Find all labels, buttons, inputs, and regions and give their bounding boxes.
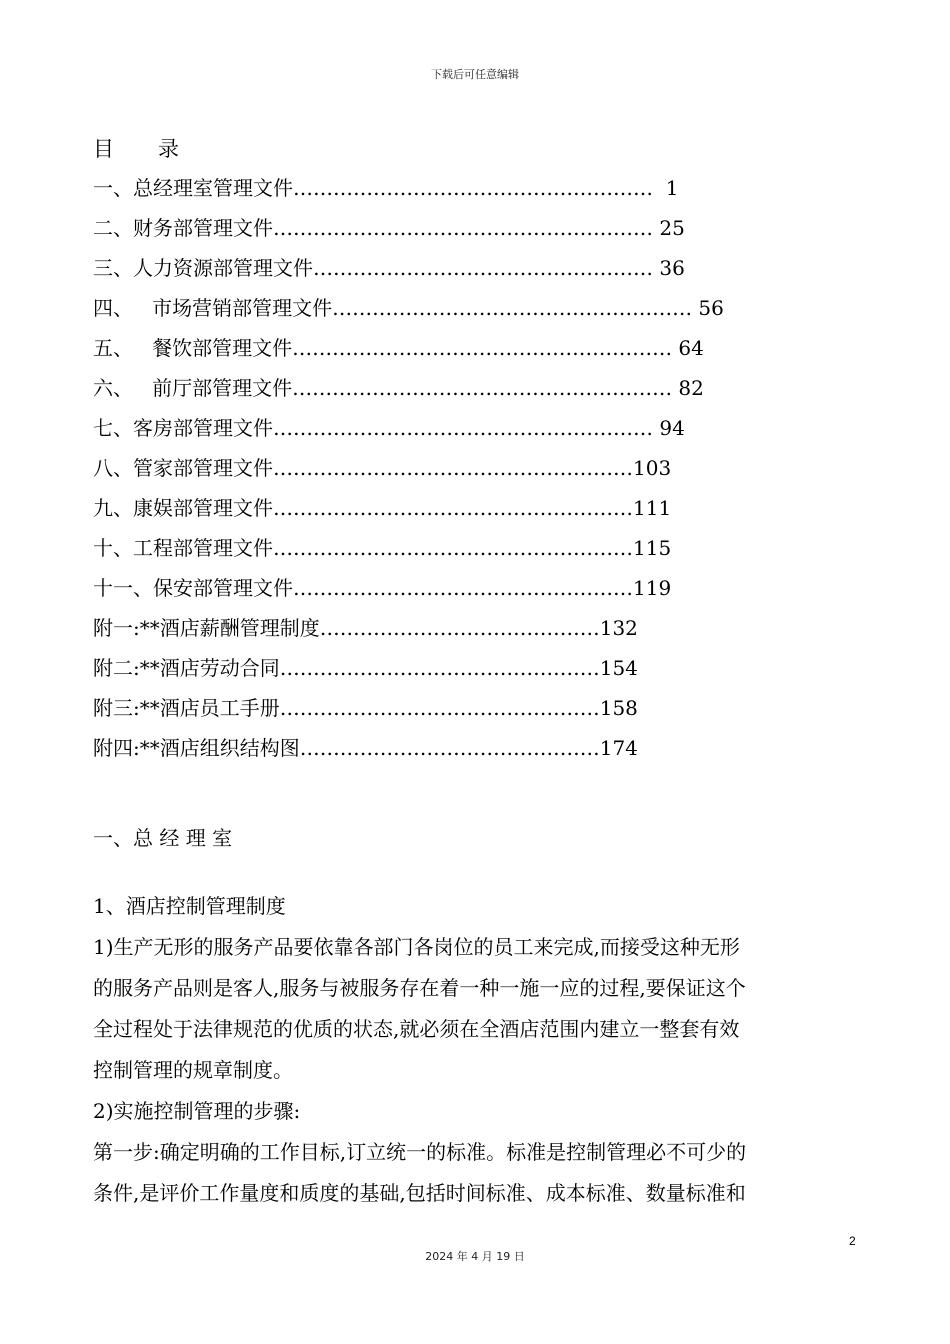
toc-entry: 二、财务部管理文件………………………………………………… 25	[93, 216, 685, 240]
section-heading: 一、总 经 理 室	[93, 826, 233, 850]
body-line: 控制管理的规章制度。	[93, 1058, 293, 1082]
toc-entry: 六、 前厅部管理文件………………………………………………… 82	[93, 376, 704, 400]
toc-entry: 五、 餐饮部管理文件………………………………………………… 64	[93, 336, 704, 360]
body-line: 第一步:确定明确的工作目标,订立统一的标准。标准是控制管理必不可少的	[93, 1140, 747, 1164]
body-line: 1)生产无形的服务产品要依靠各部门各岗位的员工来完成,而接受这种无形	[93, 935, 740, 959]
footer-date: 2024 年 4 月 19 日	[425, 1250, 525, 1263]
toc-title-left: 目	[93, 137, 114, 161]
body-text	[93, 886, 868, 1214]
toc-entry: 四、 市场营销部管理文件……………………………………………… 56	[93, 296, 724, 320]
toc-entry: 十、工程部管理文件………………………………………………115	[93, 536, 672, 560]
page-number: 2	[849, 1234, 856, 1248]
table-of-contents	[93, 168, 793, 768]
body-line: 全过程处于法律规范的优质的状态,就必须在全酒店范围内建立一整套有效	[93, 1017, 740, 1041]
body-line: 的服务产品则是客人,服务与被服务存在着一种一施一应的过程,要保证这个	[93, 976, 746, 1000]
toc-entry: 九、康娱部管理文件………………………………………………111	[93, 496, 672, 520]
toc-entry: 附一:**酒店薪酬管理制度……………………………………132	[93, 616, 638, 640]
toc-title-right: 录	[158, 137, 179, 161]
toc-entry: 附四:**酒店组织结构图………………………………………174	[93, 736, 638, 760]
toc-entry: 一、总经理室管理文件……………………………………………… 1	[93, 176, 679, 200]
toc-entry: 八、管家部管理文件………………………………………………103	[93, 456, 672, 480]
page-header: 下载后可任意编辑	[431, 68, 519, 81]
toc-entry: 十一、保安部管理文件……………………………………………119	[93, 576, 672, 600]
toc-entry: 附二:**酒店劳动合同…………………………………………154	[93, 656, 638, 680]
body-line: 2)实施控制管理的步骤:	[93, 1099, 301, 1123]
toc-entry: 三、人力资源部管理文件…………………………………………… 36	[93, 256, 685, 280]
toc-entry: 七、客房部管理文件………………………………………………… 94	[93, 416, 685, 440]
toc-title	[93, 133, 179, 163]
toc-entry: 附三:**酒店员工手册…………………………………………158	[93, 696, 638, 720]
body-line: 条件,是评价工作量度和质度的基础,包括时间标准、成本标准、数量标准和	[93, 1181, 746, 1205]
body-line: 1、酒店控制管理制度	[93, 894, 286, 918]
